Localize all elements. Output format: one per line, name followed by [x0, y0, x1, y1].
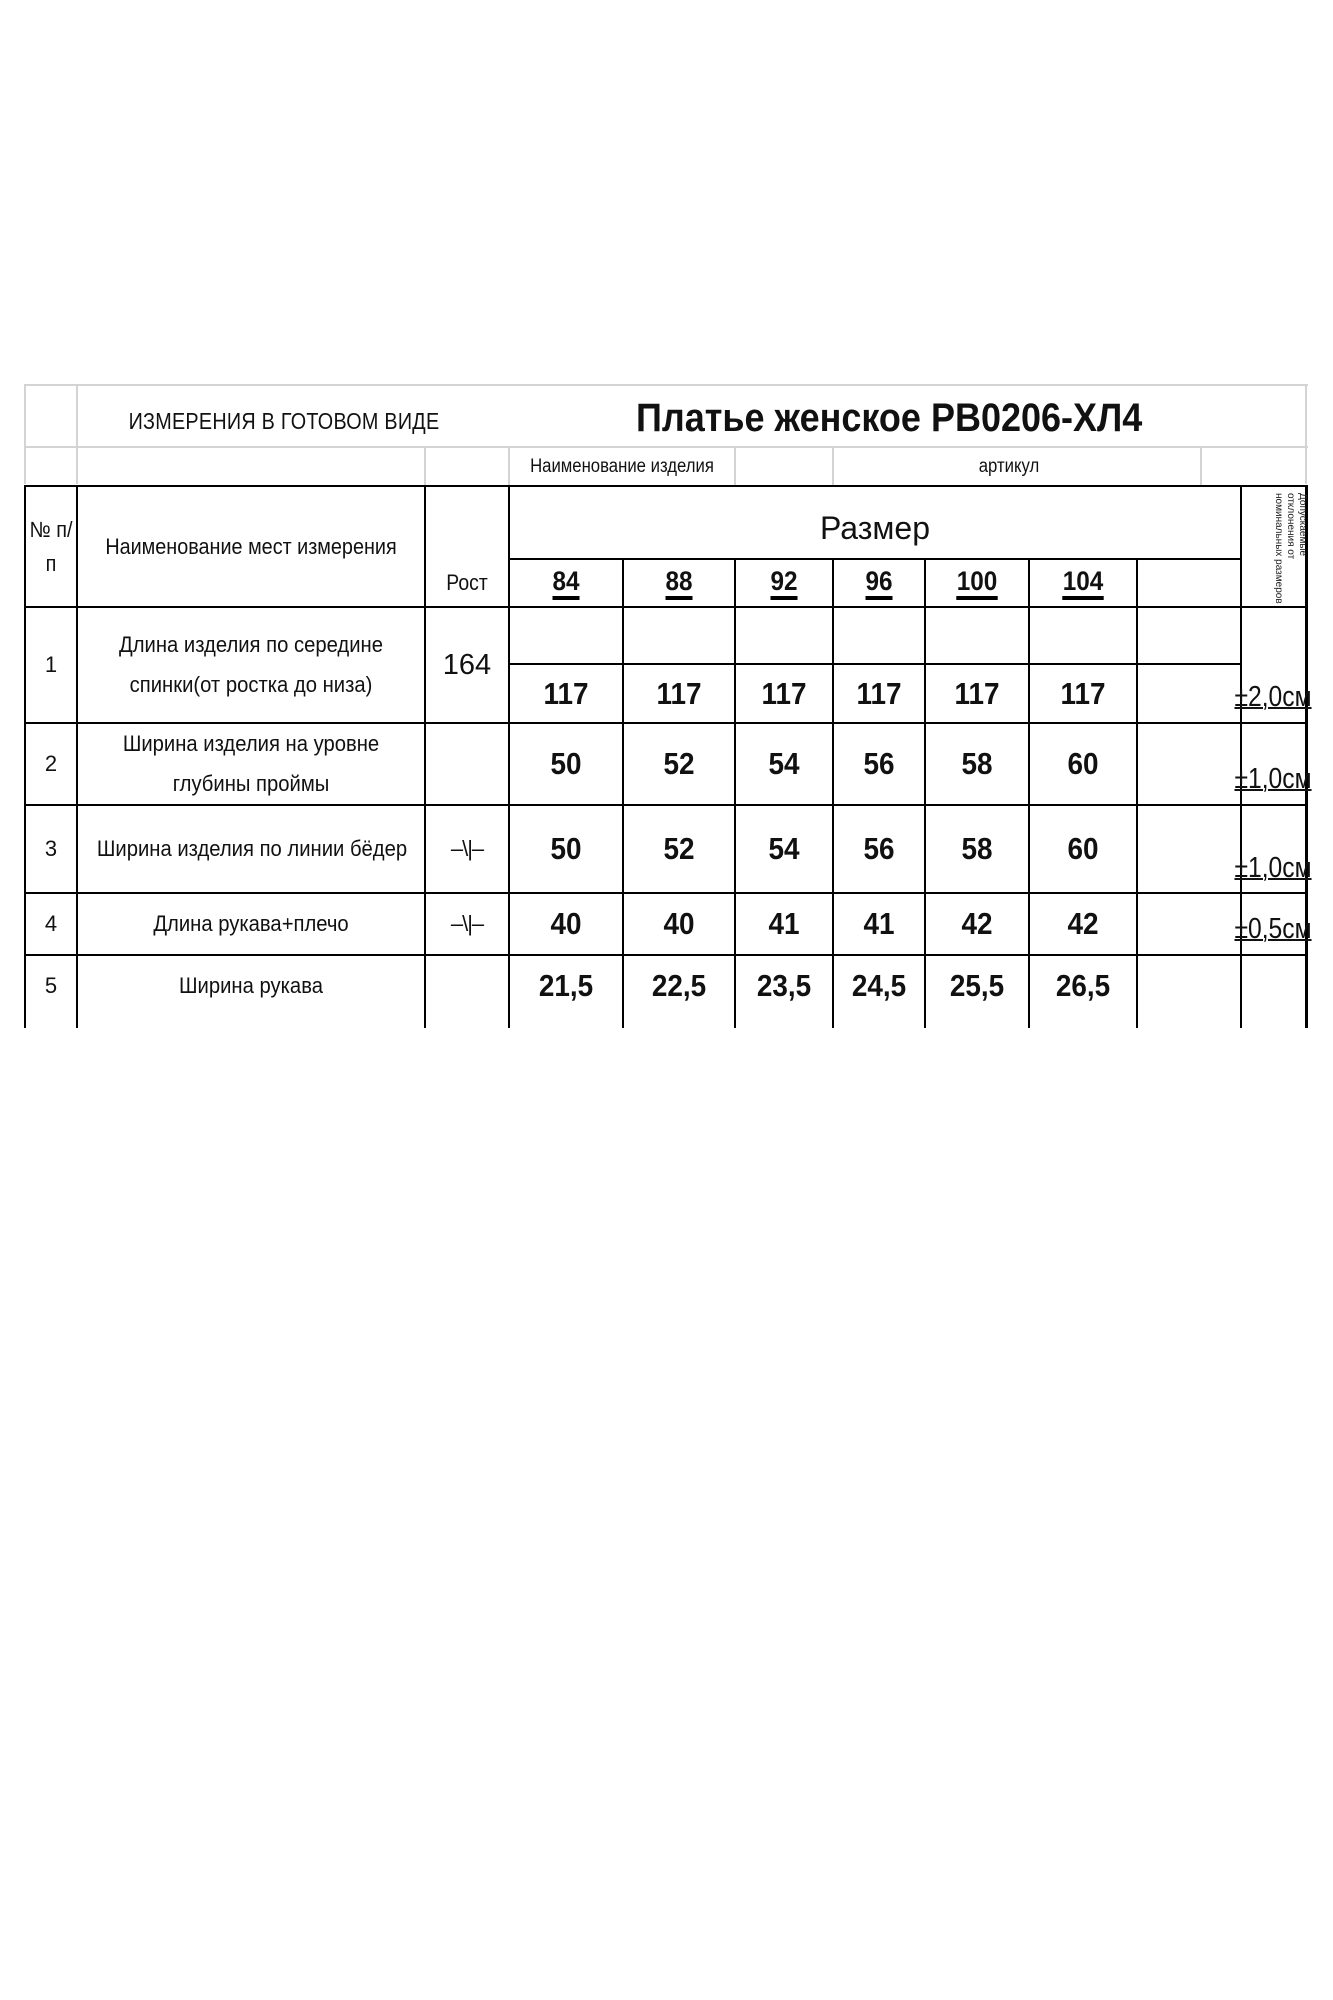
- row-1-value-92: 117: [761, 675, 807, 711]
- row-3-number: 3: [44, 836, 58, 861]
- row-2-value-88: 52: [663, 746, 695, 781]
- row-2-number: 2: [44, 751, 58, 776]
- row-3-value-84: 50: [550, 831, 582, 866]
- column-height-header: Рост: [446, 570, 488, 595]
- row-2-tolerance: ±1,0см: [1234, 762, 1312, 795]
- measurements-caption: ИЗМЕРЕНИЯ В ГОТОВОМ ВИДЕ: [128, 407, 440, 434]
- article-label: артикул: [978, 456, 1040, 477]
- row-5-value-96: 24,5: [851, 968, 907, 1003]
- row-4-value-88: 40: [663, 906, 695, 941]
- size-header-84: 84: [516, 560, 617, 606]
- size-group-header: Размер: [820, 509, 930, 546]
- row-1-value-96: 117: [856, 675, 902, 711]
- column-measure-header: Наименование мест измерения: [105, 533, 397, 559]
- row-3-name: Ширина изделия по линии бёдер: [96, 836, 408, 861]
- row-1-number: 1: [44, 652, 58, 677]
- tolerance-header: Допускаемые отклонения от номинальных размеров: [1273, 493, 1308, 604]
- row-5-name: Ширина рукава: [179, 973, 323, 998]
- row-5-value-88: 22,5: [651, 968, 707, 1003]
- row-3-tolerance: ±1,0см: [1234, 851, 1312, 884]
- row-3-value-96: 56: [863, 831, 895, 866]
- row-1-value-100: 117: [954, 675, 1000, 711]
- row-5-value-92: 23,5: [756, 968, 812, 1003]
- size-header-104: 104: [1035, 560, 1130, 606]
- row-2-name: Ширина изделия на уровне глубины проймы: [122, 731, 380, 796]
- row-3-value-100: 58: [961, 831, 993, 866]
- row-4-height: –\|–: [450, 911, 484, 936]
- row-2-value-104: 60: [1067, 746, 1099, 781]
- row-2-value-84: 50: [550, 746, 582, 781]
- row-2-value-100: 58: [961, 746, 993, 781]
- row-1-tolerance: ±2,0см: [1234, 680, 1312, 713]
- row-5-value-104: 26,5: [1055, 968, 1111, 1003]
- row-1-value-104: 117: [1060, 675, 1106, 711]
- size-header-88: 88: [630, 560, 729, 606]
- column-number-header: № п/п: [29, 516, 73, 576]
- product-name-label: Наименование изделия: [530, 456, 714, 477]
- row-5-value-100: 25,5: [949, 968, 1005, 1003]
- row-4-name: Длина рукава+плечо: [153, 911, 349, 936]
- row-4-value-100: 42: [961, 906, 993, 941]
- row-4-tolerance: ±0,5см: [1234, 912, 1312, 945]
- row-1-name: Длина изделия по середине спинки(от ростка до низа): [119, 632, 383, 697]
- row-2-height: [426, 724, 508, 804]
- row-4-number: 4: [44, 911, 58, 936]
- row-3-value-92: 54: [768, 831, 800, 866]
- size-header-92: 92: [741, 560, 827, 606]
- size-chart-sheet: [24, 384, 1312, 1028]
- size-header-100: 100: [931, 560, 1023, 606]
- row-5-number: 5: [44, 973, 58, 998]
- row-3-value-104: 60: [1067, 831, 1099, 866]
- product-title: Платье женское РВ0206-ХЛ4: [636, 395, 1143, 440]
- row-4-value-84: 40: [550, 906, 582, 941]
- row-4-value-104: 42: [1067, 906, 1099, 941]
- row-4-value-96: 41: [863, 906, 895, 941]
- row-4-value-92: 41: [768, 906, 800, 941]
- row-1-value-84: 117: [543, 675, 589, 711]
- row-1-value-88: 117: [656, 675, 702, 711]
- row-5-value-84: 21,5: [538, 968, 594, 1003]
- row-1-height: 164: [442, 648, 492, 681]
- row-3-height: –\|–: [450, 836, 484, 861]
- size-header-96: 96: [839, 560, 920, 606]
- row-2-value-96: 56: [863, 746, 895, 781]
- row-2-value-92: 54: [768, 746, 800, 781]
- row-3-value-88: 52: [663, 831, 695, 866]
